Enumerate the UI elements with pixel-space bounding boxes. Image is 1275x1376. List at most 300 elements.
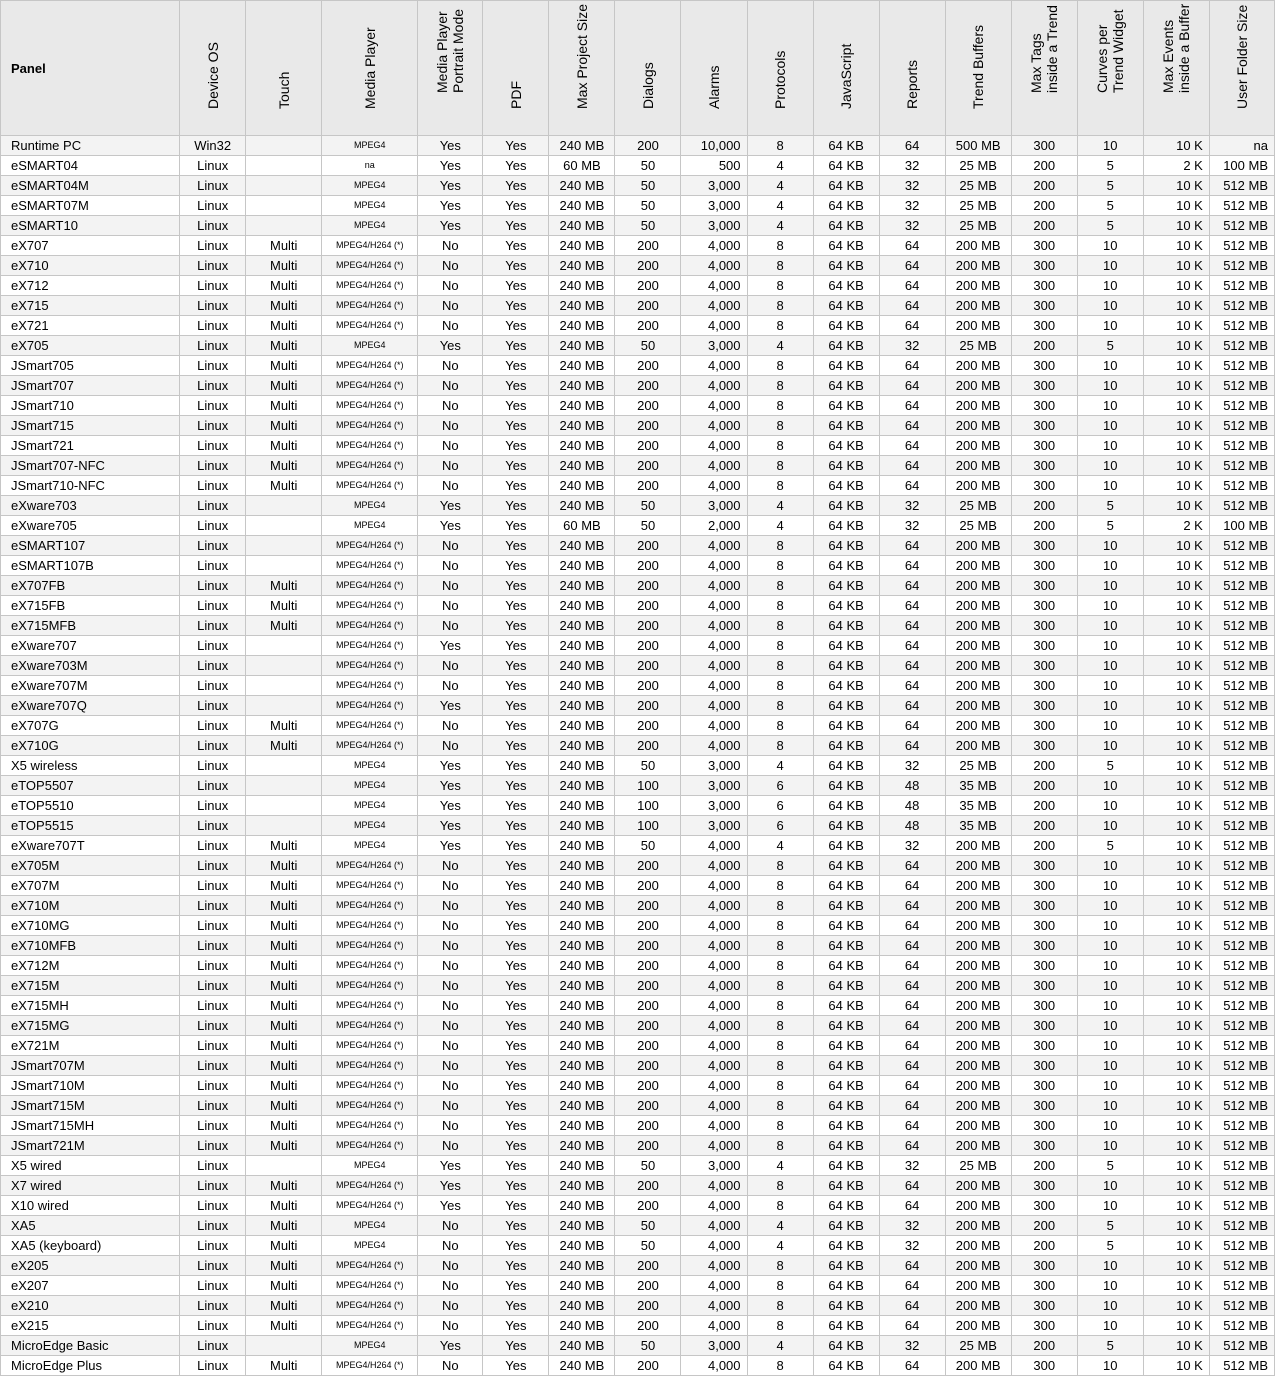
table-cell: 200 — [615, 616, 681, 636]
table-cell: MPEG4/H264 (*) — [322, 1096, 418, 1116]
table-cell: 64 KB — [813, 356, 879, 376]
table-cell: 64 — [879, 276, 945, 296]
table-row — [1, 156, 1275, 176]
table-cell: Multi — [246, 1056, 322, 1076]
table-cell: Linux — [180, 1276, 246, 1296]
panel-name-cell: eXware707Q — [1, 696, 180, 716]
table-cell: Multi — [246, 336, 322, 356]
table-row — [1, 676, 1275, 696]
table-cell: Linux — [180, 656, 246, 676]
table-cell: 4 — [747, 836, 813, 856]
table-cell: 200 — [615, 1096, 681, 1116]
table-cell: 300 — [1011, 236, 1077, 256]
table-row — [1, 1196, 1275, 1216]
table-cell: 200 MB — [945, 416, 1011, 436]
table-cell: na — [322, 156, 418, 176]
table-cell: 10 — [1077, 576, 1143, 596]
table-row — [1, 936, 1275, 956]
table-cell: 4,000 — [681, 416, 747, 436]
table-cell: 64 KB — [813, 376, 879, 396]
table-cell: MPEG4/H264 (*) — [322, 316, 418, 336]
table-cell: 64 KB — [813, 756, 879, 776]
table-cell: Yes — [483, 496, 549, 516]
table-cell: 64 — [879, 896, 945, 916]
panel-name-cell: eX715FB — [1, 596, 180, 616]
table-cell: 200 — [615, 996, 681, 1016]
table-cell: MPEG4/H264 (*) — [322, 596, 418, 616]
table-cell: 200 — [615, 1256, 681, 1276]
table-cell: 64 KB — [813, 696, 879, 716]
panel-name-cell: JSmart721M — [1, 1136, 180, 1156]
panel-name-cell: eX707FB — [1, 576, 180, 596]
table-cell: 10 K — [1143, 476, 1209, 496]
table-cell: No — [418, 1056, 483, 1076]
table-cell: Linux — [180, 756, 246, 776]
table-cell: 4,000 — [681, 476, 747, 496]
table-row — [1, 716, 1275, 736]
table-cell: Yes — [483, 716, 549, 736]
table-cell — [246, 776, 322, 796]
table-cell: Multi — [246, 356, 322, 376]
column-header — [879, 1, 945, 136]
panel-name-cell: eX710MG — [1, 916, 180, 936]
table-cell: 10 K — [1143, 776, 1209, 796]
table-cell: 240 MB — [549, 716, 615, 736]
table-cell: 10 — [1077, 1316, 1143, 1336]
table-cell: 200 MB — [945, 1076, 1011, 1096]
table-row — [1, 336, 1275, 356]
table-cell: 10 K — [1143, 736, 1209, 756]
table-cell: 100 — [615, 796, 681, 816]
table-cell: 3,000 — [681, 816, 747, 836]
table-cell: 300 — [1011, 476, 1077, 496]
table-cell: 64 — [879, 976, 945, 996]
table-cell: 512 MB — [1209, 576, 1274, 596]
table-cell: MPEG4/H264 (*) — [322, 996, 418, 1016]
table-cell: 8 — [747, 736, 813, 756]
table-cell: 512 MB — [1209, 776, 1274, 796]
table-cell: 10 — [1077, 1136, 1143, 1156]
table-cell: 4,000 — [681, 276, 747, 296]
column-header-label: Dialogs — [639, 62, 656, 109]
table-row — [1, 1276, 1275, 1296]
table-cell: 10 K — [1143, 1116, 1209, 1136]
table-cell: 200 — [615, 256, 681, 276]
table-cell: 64 — [879, 916, 945, 936]
panel-name-cell: eX721 — [1, 316, 180, 336]
table-cell: Linux — [180, 776, 246, 796]
table-cell: Yes — [418, 756, 483, 776]
table-cell: No — [418, 1216, 483, 1236]
table-cell: 10 — [1077, 896, 1143, 916]
table-cell — [246, 796, 322, 816]
column-header — [549, 1, 615, 136]
table-cell: 4,000 — [681, 1296, 747, 1316]
table-cell: 200 — [615, 356, 681, 376]
table-cell: 64 — [879, 1356, 945, 1376]
table-cell: 4 — [747, 756, 813, 776]
table-cell — [246, 196, 322, 216]
table-cell: 8 — [747, 1036, 813, 1056]
column-header — [615, 1, 681, 136]
table-cell: 512 MB — [1209, 216, 1274, 236]
table-cell — [246, 156, 322, 176]
table-cell: 4,000 — [681, 836, 747, 856]
table-cell: 200 — [1011, 756, 1077, 776]
table-cell: 300 — [1011, 1096, 1077, 1116]
table-cell: Multi — [246, 256, 322, 276]
table-cell: Yes — [418, 196, 483, 216]
table-cell: 64 — [879, 416, 945, 436]
table-row — [1, 236, 1275, 256]
table-cell: 4,000 — [681, 1316, 747, 1336]
table-cell: Linux — [180, 1176, 246, 1196]
table-cell: 5 — [1077, 156, 1143, 176]
table-cell: Multi — [246, 716, 322, 736]
table-cell: 64 KB — [813, 396, 879, 416]
table-cell: 10 — [1077, 956, 1143, 976]
table-cell: 8 — [747, 1136, 813, 1156]
table-cell: 200 MB — [945, 596, 1011, 616]
table-cell: MPEG4 — [322, 496, 418, 516]
table-cell: 10 — [1077, 436, 1143, 456]
table-cell — [246, 496, 322, 516]
table-cell: 10 K — [1143, 856, 1209, 876]
table-cell: 10 — [1077, 876, 1143, 896]
table-cell: Yes — [483, 436, 549, 456]
table-cell: 200 — [1011, 1216, 1077, 1236]
table-cell: 10 K — [1143, 1176, 1209, 1196]
table-cell: 32 — [879, 496, 945, 516]
table-cell: 5 — [1077, 196, 1143, 216]
table-cell: 512 MB — [1209, 696, 1274, 716]
table-cell: Yes — [483, 756, 549, 776]
table-cell: 64 — [879, 316, 945, 336]
table-cell: 10 — [1077, 1176, 1143, 1196]
table-cell: Multi — [246, 376, 322, 396]
table-cell: 10 K — [1143, 636, 1209, 656]
table-cell: 64 KB — [813, 916, 879, 936]
table-row — [1, 1116, 1275, 1136]
table-cell: 200 — [615, 676, 681, 696]
table-cell: 10 — [1077, 636, 1143, 656]
table-cell: 32 — [879, 1156, 945, 1176]
table-cell: 8 — [747, 396, 813, 416]
table-cell: MPEG4/H264 (*) — [322, 376, 418, 396]
table-row — [1, 1236, 1275, 1256]
table-cell: Yes — [483, 296, 549, 316]
table-cell: 240 MB — [549, 616, 615, 636]
table-row — [1, 776, 1275, 796]
table-cell: Yes — [483, 1256, 549, 1276]
table-cell: 4,000 — [681, 656, 747, 676]
table-cell: 200 MB — [945, 536, 1011, 556]
table-cell: Yes — [418, 156, 483, 176]
column-header-label: Touch — [275, 71, 292, 109]
table-cell: 200 MB — [945, 1216, 1011, 1236]
table-cell: 8 — [747, 1056, 813, 1076]
table-cell: 48 — [879, 816, 945, 836]
table-cell: 200 MB — [945, 716, 1011, 736]
table-cell: 512 MB — [1209, 436, 1274, 456]
table-cell: 10 — [1077, 976, 1143, 996]
table-cell: 64 — [879, 1276, 945, 1296]
table-cell: Multi — [246, 1176, 322, 1196]
table-cell: 8 — [747, 296, 813, 316]
table-cell: 64 — [879, 1256, 945, 1276]
table-cell: 64 KB — [813, 1356, 879, 1376]
table-cell: 512 MB — [1209, 336, 1274, 356]
table-cell: 200 — [1011, 1156, 1077, 1176]
table-cell: 512 MB — [1209, 536, 1274, 556]
table-cell: Yes — [483, 156, 549, 176]
table-cell: 64 KB — [813, 816, 879, 836]
table-cell: 25 MB — [945, 196, 1011, 216]
table-cell: Multi — [246, 476, 322, 496]
table-cell: Yes — [418, 136, 483, 156]
table-cell: 200 — [615, 576, 681, 596]
table-cell: 64 KB — [813, 156, 879, 176]
column-header-label: Alarms — [706, 65, 722, 109]
table-cell: 3,000 — [681, 796, 747, 816]
table-cell: Linux — [180, 696, 246, 716]
table-cell: 64 KB — [813, 1096, 879, 1116]
table-cell: 64 KB — [813, 656, 879, 676]
table-row — [1, 416, 1275, 436]
table-cell: 512 MB — [1209, 496, 1274, 516]
table-cell: 240 MB — [549, 1076, 615, 1096]
table-cell: 25 MB — [945, 336, 1011, 356]
table-cell: 200 MB — [945, 1356, 1011, 1376]
table-cell: 240 MB — [549, 176, 615, 196]
table-cell: 300 — [1011, 1296, 1077, 1316]
table-cell: Multi — [246, 1116, 322, 1136]
table-cell: 10 — [1077, 676, 1143, 696]
table-row — [1, 1316, 1275, 1336]
table-cell: 64 — [879, 1096, 945, 1116]
table-cell: No — [418, 1296, 483, 1316]
table-cell: MPEG4/H264 (*) — [322, 916, 418, 936]
table-cell: 200 — [1011, 776, 1077, 796]
table-cell: Yes — [483, 536, 549, 556]
table-cell — [246, 516, 322, 536]
table-cell: 300 — [1011, 976, 1077, 996]
table-cell: 10 K — [1143, 416, 1209, 436]
table-cell: 8 — [747, 676, 813, 696]
table-cell: 25 MB — [945, 496, 1011, 516]
table-cell: Linux — [180, 1356, 246, 1376]
table-cell: 512 MB — [1209, 1356, 1274, 1376]
table-cell: 240 MB — [549, 1356, 615, 1376]
table-cell: 64 KB — [813, 1196, 879, 1216]
table-cell: 200 — [1011, 336, 1077, 356]
table-cell: 240 MB — [549, 1276, 615, 1296]
table-cell: 64 KB — [813, 496, 879, 516]
table-cell: 240 MB — [549, 916, 615, 936]
table-cell: 35 MB — [945, 796, 1011, 816]
table-cell: Multi — [246, 1076, 322, 1096]
table-cell: 10,000 — [681, 136, 747, 156]
table-cell: Yes — [483, 1296, 549, 1316]
table-cell: 32 — [879, 176, 945, 196]
table-cell: 10 — [1077, 556, 1143, 576]
table-cell: MPEG4 — [322, 336, 418, 356]
panel-name-cell: eXware707 — [1, 636, 180, 656]
panel-name-cell: X10 wired — [1, 1196, 180, 1216]
table-cell: 8 — [747, 436, 813, 456]
table-cell: 8 — [747, 636, 813, 656]
table-cell: 10 K — [1143, 756, 1209, 776]
table-cell: Linux — [180, 1296, 246, 1316]
table-cell: No — [418, 996, 483, 1016]
table-cell: 300 — [1011, 1176, 1077, 1196]
table-cell: 8 — [747, 696, 813, 716]
table-cell: 5 — [1077, 216, 1143, 236]
column-header-label: PDF — [507, 81, 524, 109]
table-cell: 10 — [1077, 276, 1143, 296]
table-cell: MPEG4/H264 (*) — [322, 616, 418, 636]
table-cell: Yes — [418, 336, 483, 356]
table-cell — [246, 676, 322, 696]
table-cell: 200 MB — [945, 556, 1011, 576]
panel-name-cell: eX207 — [1, 1276, 180, 1296]
table-cell: 200 — [615, 636, 681, 656]
table-cell: 100 MB — [1209, 156, 1274, 176]
table-cell: 240 MB — [549, 136, 615, 156]
table-cell: Linux — [180, 536, 246, 556]
table-cell: 10 K — [1143, 716, 1209, 736]
panel-name-cell: eX710MFB — [1, 936, 180, 956]
table-cell: 64 — [879, 676, 945, 696]
table-cell: 512 MB — [1209, 856, 1274, 876]
table-cell: MPEG4/H264 (*) — [322, 576, 418, 596]
table-cell: MPEG4/H264 (*) — [322, 276, 418, 296]
table-cell: 64 KB — [813, 476, 879, 496]
table-cell: 200 MB — [945, 896, 1011, 916]
table-cell: Yes — [483, 236, 549, 256]
table-row — [1, 1336, 1275, 1356]
table-cell: 8 — [747, 656, 813, 676]
table-cell: 4,000 — [681, 1356, 747, 1376]
column-header-label: Media Player — [361, 27, 378, 109]
table-cell: 6 — [747, 796, 813, 816]
table-cell: 200 MB — [945, 616, 1011, 636]
table-cell: Yes — [483, 276, 549, 296]
table-cell: 25 MB — [945, 516, 1011, 536]
table-cell: Linux — [180, 956, 246, 976]
table-cell: 10 — [1077, 916, 1143, 936]
table-cell: 4 — [747, 516, 813, 536]
table-cell: No — [418, 396, 483, 416]
table-cell: 64 — [879, 356, 945, 376]
table-cell: Yes — [483, 856, 549, 876]
table-cell: 240 MB — [549, 356, 615, 376]
table-cell: 4 — [747, 1336, 813, 1356]
panel-name-cell: JSmart710 — [1, 396, 180, 416]
table-cell: 64 — [879, 396, 945, 416]
panel-name-cell: JSmart715M — [1, 1096, 180, 1116]
panel-name-cell: JSmart715 — [1, 416, 180, 436]
table-cell: 512 MB — [1209, 416, 1274, 436]
table-cell: 6 — [747, 776, 813, 796]
table-cell: 8 — [747, 1276, 813, 1296]
table-cell: No — [418, 916, 483, 936]
panel-name-cell: eSMART10 — [1, 216, 180, 236]
table-cell: 240 MB — [549, 276, 615, 296]
table-cell: 240 MB — [549, 456, 615, 476]
table-cell: Yes — [483, 636, 549, 656]
table-cell: Multi — [246, 916, 322, 936]
table-cell: Linux — [180, 1156, 246, 1176]
table-cell: 64 KB — [813, 416, 879, 436]
table-cell: Yes — [418, 636, 483, 656]
table-cell: 240 MB — [549, 556, 615, 576]
table-cell: 200 — [615, 1296, 681, 1316]
table-cell: 200 MB — [945, 1036, 1011, 1056]
table-cell: Yes — [483, 1136, 549, 1156]
table-cell: 200 MB — [945, 876, 1011, 896]
table-cell: 4,000 — [681, 636, 747, 656]
table-cell: 50 — [615, 1216, 681, 1236]
panel-name-cell: X5 wireless — [1, 756, 180, 776]
table-cell: 300 — [1011, 1276, 1077, 1296]
table-cell: 4,000 — [681, 576, 747, 596]
table-cell: 512 MB — [1209, 976, 1274, 996]
table-cell: 8 — [747, 876, 813, 896]
table-cell: 200 MB — [945, 856, 1011, 876]
table-cell: 200 — [1011, 796, 1077, 816]
table-cell: 300 — [1011, 636, 1077, 656]
table-cell: 64 KB — [813, 996, 879, 1016]
table-cell: 10 — [1077, 536, 1143, 556]
table-cell: 48 — [879, 776, 945, 796]
table-cell: MPEG4 — [322, 1336, 418, 1356]
table-cell: Yes — [483, 876, 549, 896]
panel-name-cell: eSMART04M — [1, 176, 180, 196]
table-cell: 4,000 — [681, 1136, 747, 1156]
panel-name-cell: eSMART107B — [1, 556, 180, 576]
panel-name-cell: eXware707M — [1, 676, 180, 696]
table-cell: 64 — [879, 956, 945, 976]
table-cell: Linux — [180, 436, 246, 456]
table-cell: 240 MB — [549, 796, 615, 816]
table-cell: 60 MB — [549, 156, 615, 176]
table-cell: 35 MB — [945, 776, 1011, 796]
table-cell: 512 MB — [1209, 1116, 1274, 1136]
table-cell: 240 MB — [549, 1116, 615, 1136]
table-cell: 512 MB — [1209, 356, 1274, 376]
table-cell: 10 K — [1143, 356, 1209, 376]
panel-name-cell: eX205 — [1, 1256, 180, 1276]
table-cell: 240 MB — [549, 856, 615, 876]
table-cell: 64 KB — [813, 136, 879, 156]
table-cell — [246, 176, 322, 196]
table-cell: 64 KB — [813, 1136, 879, 1156]
table-cell: 200 MB — [945, 436, 1011, 456]
table-row — [1, 796, 1275, 816]
table-cell: Yes — [483, 396, 549, 416]
table-row — [1, 1056, 1275, 1076]
table-cell: 4,000 — [681, 1076, 747, 1096]
table-cell: 200 — [615, 456, 681, 476]
column-header — [483, 1, 549, 136]
table-cell: Multi — [246, 1236, 322, 1256]
table-cell: 10 — [1077, 656, 1143, 676]
table-cell: No — [418, 556, 483, 576]
table-cell: Yes — [483, 776, 549, 796]
table-cell: Multi — [246, 996, 322, 1016]
panel-name-cell: MicroEdge Basic — [1, 1336, 180, 1356]
